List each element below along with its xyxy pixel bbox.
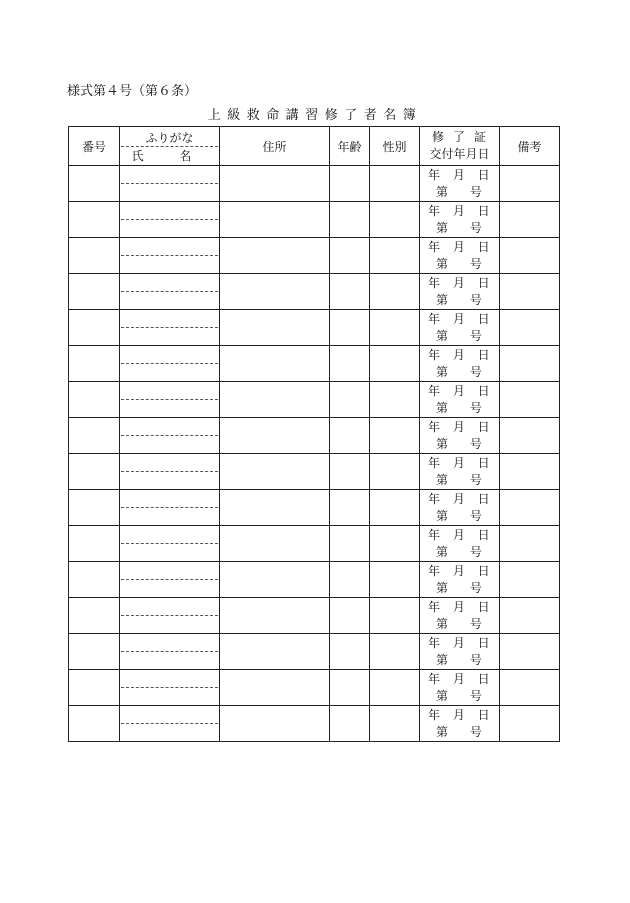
furigana-field[interactable] [121, 418, 218, 436]
cell-certificate[interactable] [420, 382, 500, 418]
cert-number-text: 第 号 [436, 328, 482, 343]
cert-number-text: 第 号 [436, 616, 482, 631]
cell-remarks[interactable] [500, 238, 560, 274]
full-name-field[interactable] [121, 436, 218, 453]
cell-certificate[interactable] [420, 346, 500, 382]
cert-date-text: 年 月 日 [428, 383, 490, 398]
cell-number[interactable] [69, 166, 120, 202]
cell-address[interactable] [220, 526, 330, 562]
table-row [69, 706, 560, 742]
cell-number[interactable] [69, 310, 120, 346]
table-row [69, 166, 560, 202]
cell-address[interactable] [220, 346, 330, 382]
furigana-field[interactable] [121, 274, 218, 292]
cell-name [120, 706, 220, 742]
header-address: 住所 [220, 127, 330, 166]
cell-name [120, 526, 220, 562]
cell-name [120, 562, 220, 598]
cell-name [120, 634, 220, 670]
cell-number[interactable] [69, 526, 120, 562]
cert-number-text: 第 号 [436, 364, 482, 379]
table-row [69, 598, 560, 634]
cell-remarks[interactable] [500, 310, 560, 346]
furigana-field[interactable] [121, 706, 218, 724]
cert-date-text: 年 月 日 [428, 203, 490, 218]
cell-certificate[interactable] [420, 562, 500, 598]
furigana-field[interactable] [121, 598, 218, 616]
cert-date-text: 年 月 日 [428, 455, 490, 470]
cell-sex[interactable] [370, 382, 420, 418]
cert-date-text: 年 月 日 [428, 527, 490, 542]
cert-date-text: 年 月 日 [428, 419, 490, 434]
cell-address[interactable] [220, 310, 330, 346]
cell-number[interactable] [69, 670, 120, 706]
header-remarks: 備考 [500, 127, 560, 166]
cert-number-text: 第 号 [436, 544, 482, 559]
cell-remarks[interactable] [500, 454, 560, 490]
full-name-field[interactable] [121, 580, 218, 597]
cell-age[interactable] [330, 418, 370, 454]
cert-date-text: 年 月 日 [428, 491, 490, 506]
full-name-field[interactable] [121, 616, 218, 633]
cell-certificate[interactable] [420, 670, 500, 706]
cell-address[interactable] [220, 166, 330, 202]
cert-number-text: 第 号 [436, 220, 482, 235]
header-sex: 性別 [370, 127, 420, 166]
cell-address[interactable] [220, 670, 330, 706]
table-row [69, 526, 560, 562]
table-row [69, 202, 560, 238]
cell-age[interactable] [330, 454, 370, 490]
cert-number-text: 第 号 [436, 652, 482, 667]
cell-age[interactable] [330, 598, 370, 634]
furigana-field[interactable] [121, 346, 218, 364]
header-cert-line1: 修了証 [431, 130, 495, 144]
cert-date-text: 年 月 日 [428, 563, 490, 578]
cell-number[interactable] [69, 382, 120, 418]
cell-age[interactable] [330, 706, 370, 742]
cell-sex[interactable] [370, 274, 420, 310]
cell-sex[interactable] [370, 454, 420, 490]
cell-number[interactable] [69, 418, 120, 454]
cell-remarks[interactable] [500, 634, 560, 670]
cell-certificate[interactable] [420, 166, 500, 202]
table-row [69, 238, 560, 274]
cell-number[interactable] [69, 238, 120, 274]
header-full-name: 氏 名 [131, 148, 208, 163]
cell-sex[interactable] [370, 346, 420, 382]
cell-remarks[interactable] [500, 670, 560, 706]
cell-certificate[interactable] [420, 418, 500, 454]
table-row [69, 274, 560, 310]
cell-address[interactable] [220, 238, 330, 274]
cell-age[interactable] [330, 310, 370, 346]
cell-age[interactable] [330, 634, 370, 670]
table-row [69, 382, 560, 418]
cell-certificate[interactable] [420, 310, 500, 346]
cell-certificate[interactable] [420, 490, 500, 526]
cell-sex[interactable] [370, 706, 420, 742]
cell-certificate[interactable] [420, 454, 500, 490]
cell-remarks[interactable] [500, 562, 560, 598]
cell-number[interactable] [69, 346, 120, 382]
cell-address[interactable] [220, 418, 330, 454]
cell-number[interactable] [69, 490, 120, 526]
cell-name [120, 490, 220, 526]
cert-date-text: 年 月 日 [428, 671, 490, 686]
cell-age[interactable] [330, 166, 370, 202]
cert-number-text: 第 号 [436, 472, 482, 487]
cell-name [120, 382, 220, 418]
cert-date-text: 年 月 日 [428, 275, 490, 290]
cell-name [120, 598, 220, 634]
cell-remarks[interactable] [500, 382, 560, 418]
cell-sex[interactable] [370, 202, 420, 238]
cell-age[interactable] [330, 490, 370, 526]
table-row [69, 454, 560, 490]
furigana-field[interactable] [121, 562, 218, 580]
full-name-field[interactable] [121, 724, 218, 741]
cert-number-text: 第 号 [436, 256, 482, 271]
furigana-field[interactable] [121, 166, 218, 184]
cell-address[interactable] [220, 382, 330, 418]
cell-name [120, 454, 220, 490]
cell-certificate[interactable] [420, 706, 500, 742]
cert-number-text: 第 号 [436, 688, 482, 703]
cert-number-text: 第 号 [436, 508, 482, 523]
cell-remarks[interactable] [500, 202, 560, 238]
cert-number-text: 第 号 [436, 724, 482, 739]
cell-sex[interactable] [370, 670, 420, 706]
cell-sex[interactable] [370, 310, 420, 346]
header-age: 年齢 [330, 127, 370, 166]
full-name-field[interactable] [121, 256, 218, 273]
cell-name [120, 346, 220, 382]
cert-number-text: 第 号 [436, 436, 482, 451]
cell-number[interactable] [69, 598, 120, 634]
header-cert-line2: 交付年月日 [429, 147, 490, 161]
cell-name [120, 418, 220, 454]
table-row [69, 670, 560, 706]
full-name-field[interactable] [121, 184, 218, 201]
cell-certificate[interactable] [420, 526, 500, 562]
cell-certificate[interactable] [420, 202, 500, 238]
cell-sex[interactable] [370, 526, 420, 562]
furigana-field[interactable] [121, 202, 218, 220]
full-name-field[interactable] [121, 220, 218, 237]
cell-remarks[interactable] [500, 490, 560, 526]
cell-sex[interactable] [370, 490, 420, 526]
document-title: 上級救命講習修了者名簿 [207, 108, 423, 123]
table-row [69, 562, 560, 598]
furigana-field[interactable] [121, 310, 218, 328]
cell-number[interactable] [69, 274, 120, 310]
cell-age[interactable] [330, 274, 370, 310]
cell-remarks[interactable] [500, 706, 560, 742]
furigana-field[interactable] [121, 526, 218, 544]
form-number-label: 様式第４号（第６条） [67, 84, 198, 99]
cell-address[interactable] [220, 454, 330, 490]
cell-remarks[interactable] [500, 526, 560, 562]
cell-address[interactable] [220, 274, 330, 310]
cert-date-text: 年 月 日 [428, 347, 490, 362]
cell-remarks[interactable] [500, 166, 560, 202]
cell-name [120, 670, 220, 706]
full-name-field[interactable] [121, 328, 218, 345]
furigana-field[interactable] [121, 490, 218, 508]
cell-address[interactable] [220, 490, 330, 526]
full-name-field[interactable] [121, 508, 218, 525]
cell-sex[interactable] [370, 634, 420, 670]
cert-date-text: 年 月 日 [428, 239, 490, 254]
furigana-field[interactable] [121, 454, 218, 472]
table-row [69, 346, 560, 382]
cert-date-text: 年 月 日 [428, 707, 490, 722]
cell-age[interactable] [330, 238, 370, 274]
cell-age[interactable] [330, 346, 370, 382]
cell-certificate[interactable] [420, 274, 500, 310]
cell-remarks[interactable] [500, 346, 560, 382]
cell-sex[interactable] [370, 418, 420, 454]
cell-number[interactable] [69, 562, 120, 598]
cell-age[interactable] [330, 202, 370, 238]
cell-name [120, 202, 220, 238]
furigana-field[interactable] [121, 634, 218, 652]
cell-sex[interactable] [370, 598, 420, 634]
cell-address[interactable] [220, 634, 330, 670]
cell-certificate[interactable] [420, 238, 500, 274]
cell-age[interactable] [330, 562, 370, 598]
cell-number[interactable] [69, 634, 120, 670]
full-name-field[interactable] [121, 400, 218, 417]
header-name [120, 127, 220, 166]
cell-sex[interactable] [370, 166, 420, 202]
full-name-field[interactable] [121, 688, 218, 705]
furigana-field[interactable] [121, 382, 218, 400]
cell-remarks[interactable] [500, 598, 560, 634]
header-number: 番号 [69, 127, 120, 166]
cert-number-text: 第 号 [436, 400, 482, 415]
cell-number[interactable] [69, 454, 120, 490]
cell-remarks[interactable] [500, 274, 560, 310]
full-name-field[interactable] [121, 544, 218, 561]
cert-number-text: 第 号 [436, 184, 482, 199]
cell-age[interactable] [330, 670, 370, 706]
cell-address[interactable] [220, 202, 330, 238]
cell-number[interactable] [69, 706, 120, 742]
cert-date-text: 年 月 日 [428, 167, 490, 182]
full-name-field[interactable] [121, 472, 218, 489]
cell-name [120, 238, 220, 274]
cell-age[interactable] [330, 382, 370, 418]
full-name-field[interactable] [121, 364, 218, 381]
cell-sex[interactable] [370, 562, 420, 598]
header-certificate-date [420, 127, 500, 166]
cert-number-text: 第 号 [436, 292, 482, 307]
cell-certificate[interactable] [420, 598, 500, 634]
cell-certificate[interactable] [420, 634, 500, 670]
header-furigana: ふりがな [121, 129, 218, 147]
cert-date-text: 年 月 日 [428, 311, 490, 326]
table-row [69, 310, 560, 346]
cell-number[interactable] [69, 202, 120, 238]
cell-address[interactable] [220, 562, 330, 598]
register-table [68, 126, 560, 742]
full-name-field[interactable] [121, 292, 218, 309]
table-row [69, 490, 560, 526]
cell-address[interactable] [220, 598, 330, 634]
cell-age[interactable] [330, 526, 370, 562]
cell-name [120, 274, 220, 310]
cert-date-text: 年 月 日 [428, 635, 490, 650]
cert-number-text: 第 号 [436, 580, 482, 595]
furigana-field[interactable] [121, 670, 218, 688]
table-row [69, 418, 560, 454]
cell-address[interactable] [220, 706, 330, 742]
cell-sex[interactable] [370, 238, 420, 274]
cell-name [120, 310, 220, 346]
cell-name [120, 166, 220, 202]
cell-remarks[interactable] [500, 418, 560, 454]
cert-date-text: 年 月 日 [428, 599, 490, 614]
table-row [69, 634, 560, 670]
header-row [69, 127, 560, 166]
full-name-field[interactable] [121, 652, 218, 669]
furigana-field[interactable] [121, 238, 218, 256]
